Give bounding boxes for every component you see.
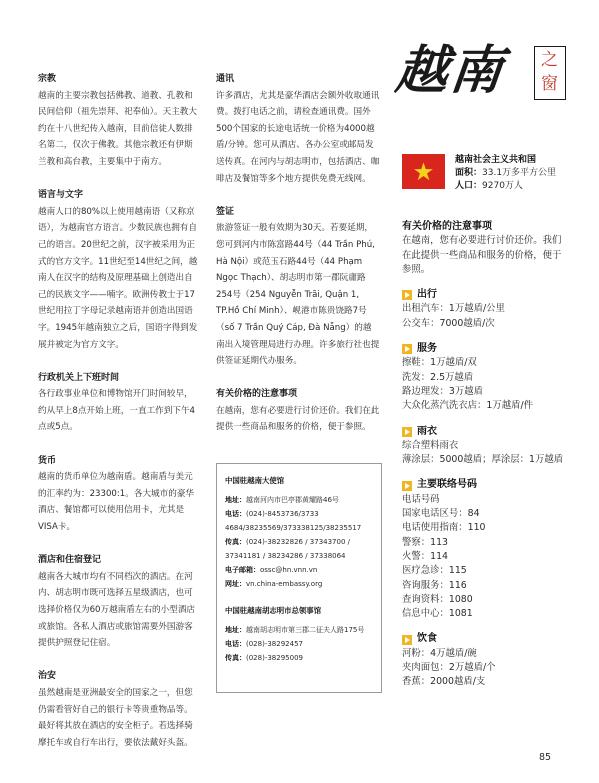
phone-item: 信息中心：1081 <box>402 608 473 620</box>
category-title: 雨衣 <box>417 425 437 437</box>
section-religion <box>38 71 198 171</box>
price-notes-text: 在越南，您有必要进行讨价还价。我们在此提供一些商品和服务的价格，便于参照。 <box>402 235 562 275</box>
category-title: 饮食 <box>417 633 437 645</box>
section-title: 有关价格的注意事项 <box>216 389 298 400</box>
section-text: 越南的主要宗教包括佛教、道教、孔教和民间信仰（祖先崇拜、祀奉仙）。天主教大约在十八世纪传入越南，目前信徒人数排名第二，仅次于佛教。其他宗教还有伊斯兰教和高台教，主要集中于南方。 <box>38 90 197 167</box>
category-food <box>402 632 569 646</box>
price-item: 薄涂层：5000越盾；厚涂层：1万越盾 <box>402 454 564 466</box>
section-text: 在越南，您有必要进行讨价还价。我们在此提供一些商品和服务的价格，便于参照。 <box>216 405 380 433</box>
price-item: 路边理发：3万越盾 <box>402 385 483 397</box>
section-title: 签证 <box>216 206 235 217</box>
category-service <box>402 342 569 356</box>
price-notes-title: 有关价格的注意事项 <box>402 221 492 232</box>
section-communication <box>216 71 380 187</box>
embassy-info-box <box>216 463 382 693</box>
arrow-bullet-icon <box>402 635 412 645</box>
price-item: 夹肉面包：2万越盾/个 <box>402 662 496 674</box>
embassy-address: 地址：越南河内市巴亭郡黄耀路46号 <box>225 496 339 504</box>
embassy-email: 电子邮箱：ossc@hn.vnn.vn <box>225 566 318 574</box>
country-population: 人口：9270万人 <box>455 181 523 191</box>
page-number: 85 <box>539 752 552 763</box>
price-item: 综合塑料雨衣 <box>402 439 459 451</box>
section-title: 宗教 <box>38 74 57 84</box>
phone-item: 电话号码 <box>402 493 440 505</box>
price-item: 大众化蒸汽洗衣店：1万越盾/件 <box>402 400 533 412</box>
section-text: 虽然越南是亚洲最安全的国家之一，但您仍需看管好自己的银行卡等贵重物品等。最好将其放在酒店的安全柜子。若选择骑摩托车或自行车出行，要依法戴好头盔。 <box>38 687 193 748</box>
embassy-phone: 电话：(024)-8453736/3733 4684/38235569/373338125/38235517 <box>225 510 362 532</box>
arrow-bullet-icon <box>402 344 412 354</box>
price-item: 河粉：4万越盾/碗 <box>402 647 477 659</box>
section-title: 治安 <box>38 671 57 682</box>
title-chuang-char: 窗 <box>541 74 558 94</box>
section-title: 酒店和住宿登记 <box>38 555 102 566</box>
category-travel <box>402 288 569 302</box>
price-item: 擦鞋：1万越盾/双 <box>402 357 477 369</box>
section-title: 语言与文字 <box>38 190 84 201</box>
section-price-notes <box>216 386 380 436</box>
arrow-bullet-icon <box>402 290 412 300</box>
category-title: 出行 <box>417 289 437 301</box>
title-zhi-char: 之 <box>541 50 558 70</box>
consulate-address: 地址：越南胡志明市第三郡二征夫人路175号 <box>225 626 365 634</box>
section-security <box>38 668 198 751</box>
price-item: 香蕉：2000越盾/支 <box>402 676 486 688</box>
section-title: 行政机关上下班时间 <box>38 372 120 383</box>
price-item: 公交车：7000越盾/次 <box>402 317 495 329</box>
consulate-title: 中国驻越南胡志明市总领事馆 <box>225 606 322 615</box>
phone-item: 咨询服务：116 <box>402 579 467 591</box>
country-area: 面积：33.1万多平方公里 <box>455 168 557 178</box>
section-currency <box>38 453 198 536</box>
section-text: 越南的货币单位为越南盾。越南盾与美元的汇率约为：23300:1。各大城市的豪华酒店、餐馆都可以使用信用卡，尤其是VISA卡。 <box>38 472 195 533</box>
category-title: 服务 <box>417 343 437 355</box>
category-phone-numbers <box>402 478 569 492</box>
page-title-block <box>394 42 570 102</box>
phone-item: 医疗急诊：115 <box>402 565 467 577</box>
section-text: 越南人口的80%以上使用越南语（又称京语），为越南官方语言。少数民族也拥有自己的语言。20世纪之前，汉字被采用为正式的官方文字。11世纪至14世纪之间，越南人在汉字的结构及原理基础上创造出自己的民族文字——喃字。欧洲传教士于17世纪用拉丁字母记录越南语并创造出国语字。1945年越南独立之后，国语字得到发展并被定为官方文字。 <box>38 206 198 350</box>
price-item: 出租汽车：1万越盾/公里 <box>402 303 505 315</box>
middle-column <box>216 71 380 436</box>
section-title: 货币 <box>38 455 57 466</box>
section-title: 通讯 <box>216 74 235 84</box>
section-hotel <box>38 552 198 652</box>
country-info <box>455 154 575 193</box>
left-column <box>38 71 198 751</box>
section-office-hours <box>38 370 198 436</box>
phone-item: 查询资料：1080 <box>402 593 473 605</box>
phone-item: 警察：113 <box>402 536 449 548</box>
section-text: 旅游签证一般有效期为30天。若要延期，您可到河内市陈富路44号（44 Trần Phú, Hà Nội）或范玉石路44号（44 Phạm Ngọc Thạch）、胡志明市第一郡阮庸路254号（254 Nguyễn Trãi, Quận 1, TP.Hồ Chí Minh）、岘港市陈贵饶路7号（số 7 Trần Quý Cáp, Đà Nẵng）的越南出入境管理局进行办理。许多旅行社也提供签证延期代办服务。 <box>216 223 380 367</box>
section-text: 许多酒店，尤其是豪华酒店会额外收取通讯费。拨打电话之前，请检查通讯费。国外500个国家的长途电话统一价格为4000越盾/分钟。您可从酒店、各办公室或邮局发送传真。在河内与胡志明市，包括酒店、咖啡店及餐馆等多个地方提供免费无线网。 <box>216 90 380 184</box>
price-item: 洗发：2.5万越盾 <box>402 371 474 383</box>
vietnam-flag-icon <box>402 154 445 189</box>
section-text: 越南各大城市均有不同档次的酒店。在河内、胡志明市既可选择五星级酒店，也可选择价格仅为60万越南盾左右的小型酒店或旅馆。各私人酒店或旅馆需要外国游客提供护照登记住宿。 <box>38 571 196 649</box>
consulate-fax: 传真：(028)-38295009 <box>225 654 303 662</box>
embassy-website: 网址：vn.china-embassy.org <box>225 580 323 588</box>
country-name: 越南社会主义共和国 <box>455 155 537 165</box>
category-raincoat <box>402 425 569 439</box>
right-column <box>402 220 569 690</box>
section-text: 各行政事业单位和博物馆开门时间较早，约从早上8点开始上班，一直工作到下午4点或5点。 <box>38 389 196 433</box>
title-window-box <box>534 46 566 100</box>
arrow-bullet-icon <box>402 481 412 491</box>
arrow-bullet-icon <box>402 427 412 437</box>
consulate-phone: 电话：(028)-38292457 <box>225 640 303 648</box>
phone-item: 火警：114 <box>402 550 449 562</box>
embassy-fax: 传真：(024)-38232826 / 37343700 / 37341181 / 38234286 / 37338064 <box>225 538 350 560</box>
section-language <box>38 187 198 353</box>
section-visa <box>216 204 380 370</box>
phone-item: 国家电话区号：84 <box>402 508 480 520</box>
page-title: 越南 <box>392 40 508 101</box>
phone-item: 电话使用指南：110 <box>402 522 486 534</box>
embassy-title: 中国驻越南大使馆 <box>225 476 285 485</box>
category-title: 主要联络号码 <box>417 479 477 491</box>
